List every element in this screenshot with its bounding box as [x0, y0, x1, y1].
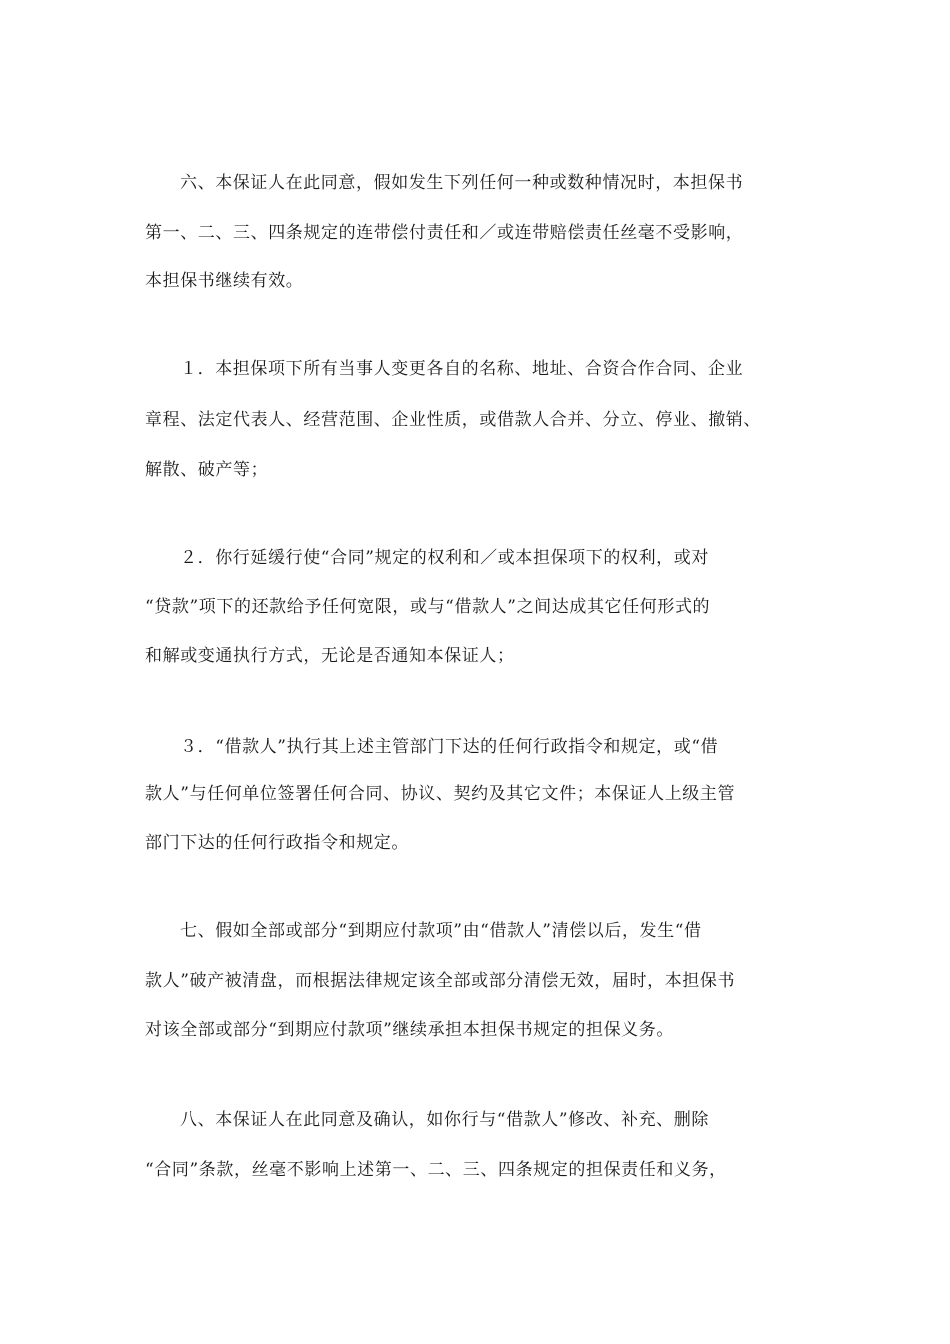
text-line: 部门下达的任何行政指令和规定。	[145, 833, 409, 853]
text-line: 章程、法定代表人、经营范围、企业性质，或借款人合并、分立、停业、撤销、	[145, 410, 761, 430]
text-line: “贷款”项下的还款给予任何宽限，或与“借款人”之间达成其它任何形式的	[145, 597, 711, 617]
text-line: 七、假如全部或部分“到期应付款项”由“借款人”清偿以后，发生“借	[180, 921, 702, 941]
text-line: 六、本保证人在此同意，假如发生下列任何一种或数种情况时，本担保书	[180, 173, 744, 193]
text-line: 和解或变通执行方式，无论是否通知本保证人；	[145, 646, 515, 666]
text-line: 解散、破产等；	[145, 460, 269, 480]
text-line: 第一、二、三、四条规定的连带偿付责任和／或连带赔偿责任丝毫不受影响，	[145, 223, 744, 243]
text-line: １．本担保项下所有当事人变更各自的名称、地址、合资合作合同、企业	[180, 359, 744, 379]
text-line: 本担保书继续有效。	[145, 271, 304, 291]
text-line: 款人”破产被清盘，而根据法律规定该全部或部分清偿无效，届时，本担保书	[145, 971, 736, 991]
text-line: 对该全部或部分“到期应付款项”继续承担本担保书规定的担保义务。	[145, 1020, 674, 1040]
text-line: ２．你行延缓行使“合同”规定的权利和／或本担保项下的权利，或对	[180, 548, 709, 568]
text-line: ３．“借款人”执行其上述主管部门下达的任何行政指令和规定，或“借	[180, 737, 719, 757]
text-line: 款人”与任何单位签署任何合同、协议、契约及其它文件；本保证人上级主管	[145, 784, 736, 804]
text-line: “合同”条款，丝毫不影响上述第一、二、三、四条规定的担保责任和义务，	[145, 1160, 727, 1180]
text-line: 八、本保证人在此同意及确认，如你行与“借款人”修改、补充、删除	[180, 1110, 709, 1130]
